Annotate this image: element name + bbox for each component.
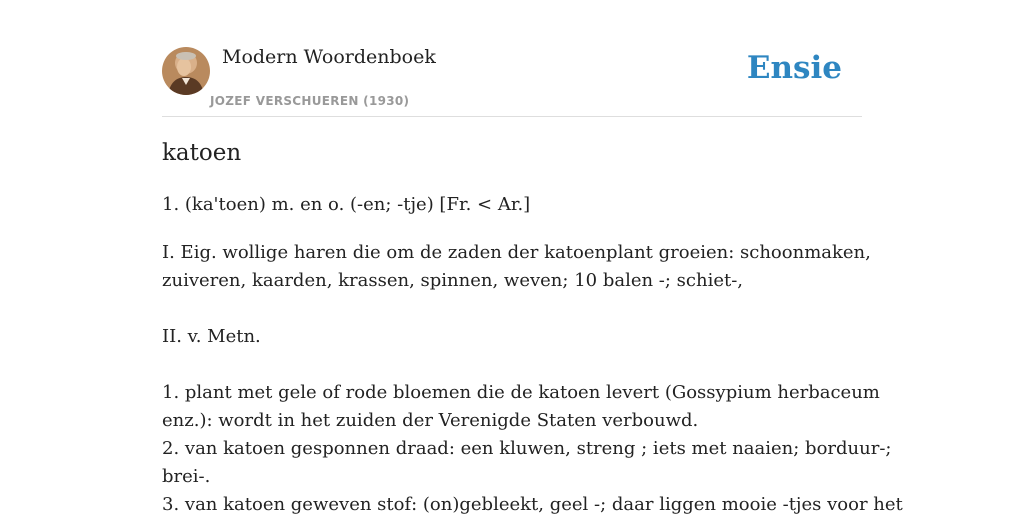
definition-line: 2. van katoen gesponnen draad: een kluwen, streng ; iets met naaien; borduur-; (162, 438, 892, 459)
ensie-logo-link[interactable]: Ensie (746, 50, 842, 86)
page-container (162, 0, 903, 515)
definition-line: brei-. (162, 466, 211, 487)
definition-line: I. Eig. wollige haren die om de zaden der katoenplant groeien: schoonmaken, (162, 242, 871, 263)
author-name[interactable]: JOZEF VERSCHUEREN (1930) (210, 94, 410, 108)
definition-line: 3. van katoen geweven stof: (on)gebleekt, geel -; daar liggen mooie -tjes voor het (162, 494, 903, 515)
header (162, 0, 862, 117)
definition-line: enz.): wordt in het zuiden der Verenigde Staten verbouwd. (162, 410, 699, 431)
author-avatar[interactable] (162, 47, 210, 95)
author-portrait-icon (162, 47, 210, 95)
book-title-link[interactable]: Modern Woordenboek (222, 46, 436, 68)
definition-line: 1. plant met gele of rode bloemen die de katoen levert (Gossypium herbaceum (162, 382, 880, 403)
entry-word: katoen (162, 140, 242, 166)
entry-meta: 1. (ka'toen) m. en o. (-en; -tje) [Fr. < Ar.] (162, 194, 531, 215)
definition-heading: II. v. Metn. (162, 326, 261, 347)
definition-line: zuiveren, kaarden, krassen, spinnen, weven; 10 balen -; schiet-, (162, 270, 744, 291)
